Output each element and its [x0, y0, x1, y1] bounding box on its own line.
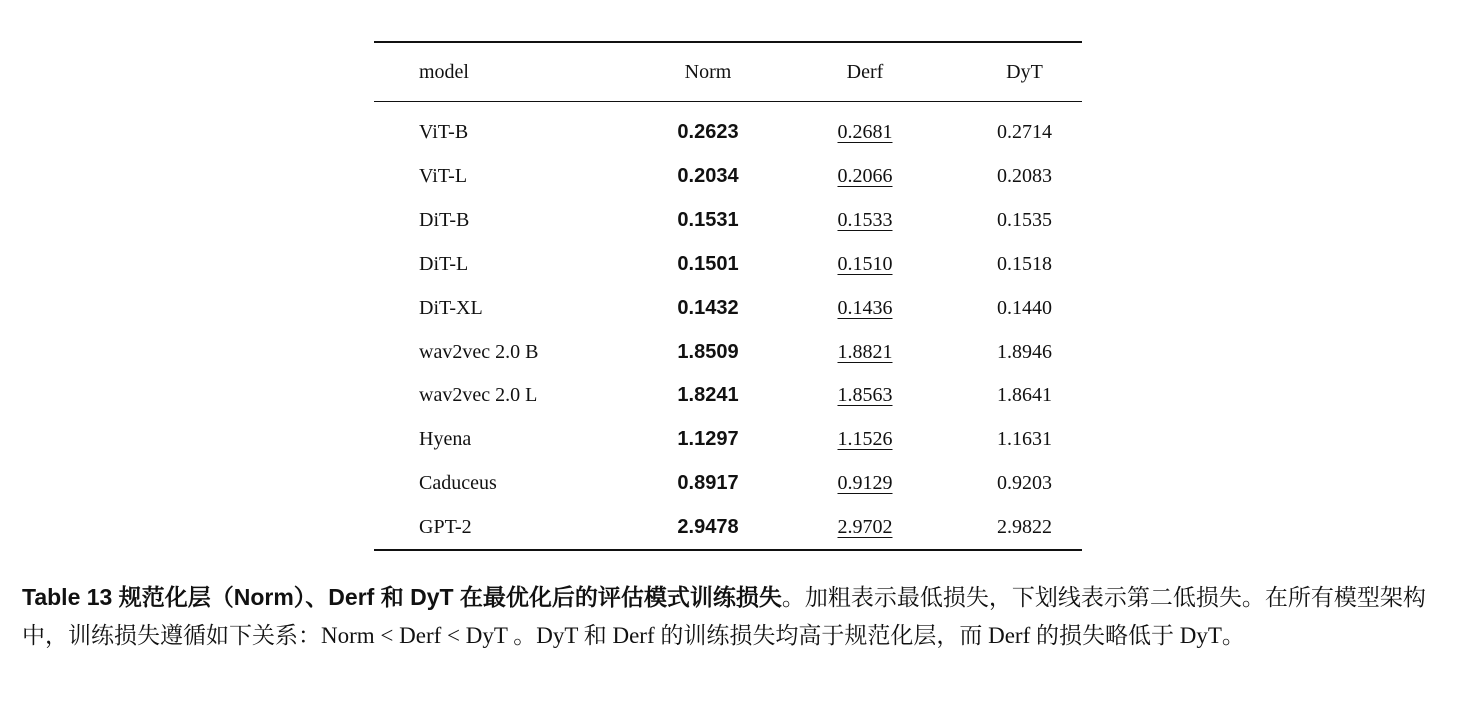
cell-derf — [763, 102, 967, 154]
cell-norm — [653, 102, 763, 154]
header-norm: Norm — [684, 61, 732, 83]
cell-model: ViT-L — [419, 165, 468, 188]
cell-derf-value: 1.8563 — [837, 384, 893, 407]
cell-derf — [763, 374, 967, 418]
cell-norm — [653, 461, 763, 505]
loss-table — [374, 43, 1082, 101]
cell-derf-value: 0.1533 — [837, 208, 893, 231]
cell-model: DiT-XL — [419, 296, 483, 319]
cell-derf — [763, 242, 967, 286]
header-model: model — [419, 61, 469, 83]
cell-dyt: 0.1535 — [997, 208, 1052, 231]
cell-derf — [763, 461, 967, 505]
header-dyt: DyT — [1006, 61, 1043, 83]
cell-norm — [653, 330, 763, 374]
cell-dyt: 1.1631 — [997, 428, 1052, 451]
cell-derf-value: 0.2066 — [837, 165, 893, 188]
cell-model: Caduceus — [419, 472, 497, 495]
cell-norm-value: 0.1432 — [677, 296, 739, 319]
table-bottom-rule — [374, 549, 1082, 551]
cell-derf — [763, 198, 967, 242]
cell-norm — [653, 417, 763, 461]
cell-model: ViT-B — [419, 121, 469, 144]
cell-derf-value: 0.2681 — [837, 121, 893, 144]
table-caption — [22, 578, 1452, 655]
cell-derf-value: 1.1526 — [837, 428, 893, 451]
table-row — [374, 102, 1082, 154]
cell-derf-value: 0.1436 — [837, 296, 893, 319]
table-row — [374, 374, 1082, 418]
header-derf: Derf — [846, 61, 884, 83]
cell-dyt: 2.9822 — [997, 516, 1052, 539]
cell-dyt: 0.1518 — [997, 252, 1052, 275]
cell-norm-value: 0.2623 — [677, 121, 739, 144]
cell-model: GPT-2 — [419, 516, 472, 539]
cell-norm-value: 1.8241 — [677, 384, 739, 407]
cell-derf — [763, 154, 967, 198]
cell-dyt: 0.2083 — [997, 165, 1052, 188]
table-row — [374, 330, 1082, 374]
cell-norm-value: 0.1531 — [677, 208, 739, 231]
caption-text: 。加粗表示最低损失，下划线表示第二低损失。在所有模型架构中，训练损失遵循如下关系：Norm < Derf < DyT 。DyT 和 Derf 的训练损失均高于规范化层，而 Derf 的损失略低于 DyT。 — [22, 585, 1426, 648]
cell-model: DiT-L — [419, 252, 469, 275]
table-row — [374, 417, 1082, 461]
caption-title: Table 13 规范化层（Norm）、Derf 和 DyT 在最优化后的评估模式训练损失 — [22, 584, 782, 610]
cell-norm-value: 2.9478 — [677, 516, 739, 539]
cell-derf — [763, 417, 967, 461]
cell-norm-value: 1.8509 — [677, 340, 739, 363]
table-row — [374, 286, 1082, 330]
cell-derf-value: 2.9702 — [837, 516, 893, 539]
cell-model: wav2vec 2.0 B — [419, 340, 539, 363]
cell-norm — [653, 242, 763, 286]
cell-dyt: 1.8641 — [997, 384, 1052, 407]
cell-norm-value: 0.1501 — [677, 252, 739, 275]
cell-derf — [763, 286, 967, 330]
cell-norm — [653, 374, 763, 418]
table-header-row — [374, 43, 1082, 101]
cell-norm — [653, 505, 763, 549]
cell-norm — [653, 198, 763, 242]
results-table — [374, 41, 1082, 551]
cell-derf-value: 0.9129 — [837, 472, 893, 495]
cell-dyt: 1.8946 — [997, 340, 1052, 363]
table-row — [374, 505, 1082, 549]
cell-model: DiT-B — [419, 208, 470, 231]
cell-dyt: 0.2714 — [997, 121, 1052, 144]
cell-norm-value: 0.8917 — [677, 472, 739, 495]
cell-derf-value: 0.1510 — [837, 252, 893, 275]
cell-dyt: 0.1440 — [997, 296, 1052, 319]
cell-derf — [763, 330, 967, 374]
table-row — [374, 154, 1082, 198]
cell-derf-value: 1.8821 — [837, 340, 893, 363]
cell-derf — [763, 505, 967, 549]
table-row — [374, 242, 1082, 286]
table-row — [374, 461, 1082, 505]
cell-model: Hyena — [419, 428, 472, 451]
table-row — [374, 198, 1082, 242]
cell-norm-value: 1.1297 — [677, 428, 739, 451]
cell-model: wav2vec 2.0 L — [419, 384, 538, 407]
cell-dyt: 0.9203 — [997, 472, 1052, 495]
cell-norm-value: 0.2034 — [677, 165, 739, 188]
cell-norm — [653, 286, 763, 330]
loss-table-body — [374, 102, 1082, 549]
cell-norm — [653, 154, 763, 198]
